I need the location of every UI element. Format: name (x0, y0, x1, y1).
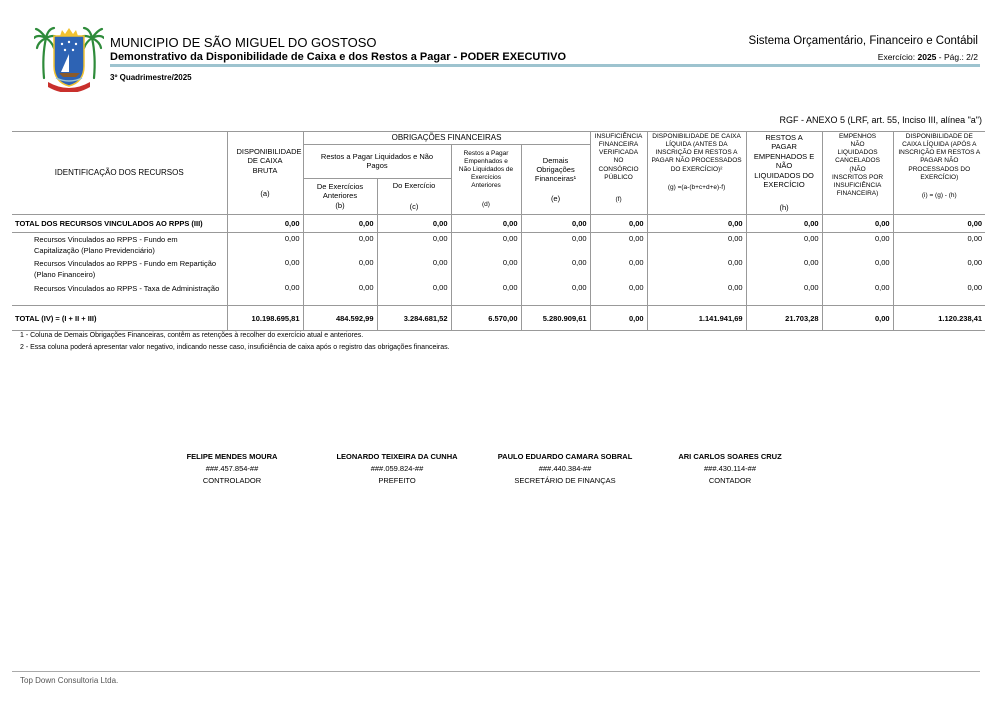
header-col-canceled: EMPENHOS NÃO LIQUIDADOS CANCELADOS (NÃO INSCRITOS POR INSUFICIÊNCIA FINANCEIRA) (822, 132, 893, 215)
header-col-a: DISPONIBILIDADE DE CAIXA BRUTA (a) (227, 132, 303, 215)
cell-value: 0,00 (451, 232, 521, 257)
footnotes (20, 330, 450, 354)
cell-value: 0,00 (227, 257, 303, 282)
table-row (12, 282, 985, 306)
report-title: Demonstrativo da Disponibilidade de Caixa e dos Restos a Pagar - PODER EXECUTIVO (110, 51, 567, 63)
row-label: TOTAL DOS RECURSOS VINCULADOS AO RPPS (III) (15, 218, 203, 228)
system-name: Sistema Orçamentário, Financeiro e Contábil (748, 35, 978, 47)
signature-role: PREFEITO (378, 476, 416, 485)
exercise-label: Exercício: (877, 52, 916, 62)
cash-availability-table (12, 131, 985, 331)
signature-doc: ###.457.854-## (205, 464, 259, 473)
header-col-h: RESTOS A PAGAR EMPENHADOS E NÃO LIQUIDADOS DO EXERCÍCIO (h) (746, 132, 822, 215)
footnote-2: 2 - Essa coluna poderá apresentar valor negativo, indicando nesse caso, insuficiência de caixa após o registro das obrigações financeiras. (20, 344, 450, 351)
signature-name: LEONARDO TEIXEIRA DA CUNHA (336, 452, 458, 461)
cell-value: 0,00 (590, 214, 647, 232)
row-label: Recursos Vinculados ao RPPS - Taxa de Administração (34, 283, 220, 293)
cell-value: 0,00 (647, 282, 746, 306)
cell-value: 0,00 (647, 257, 746, 282)
cell-value: 0,00 (647, 214, 746, 232)
municipal-crest-icon (34, 26, 104, 92)
cell-value: 0,00 (377, 214, 451, 232)
header-financial-obligations: OBRIGAÇÕES FINANCEIRAS (303, 132, 590, 145)
cell-value: 0,00 (521, 232, 590, 257)
cell-value: 0,00 (590, 306, 647, 331)
cell-value: 0,00 (303, 282, 377, 306)
row-label: Recursos Vinculados ao RPPS - Fundo em Repartição (Plano Financeiro) (34, 259, 217, 280)
table-row (12, 232, 985, 257)
header-col-c: Do Exercício (c) (377, 178, 451, 214)
signature-doc: ###.440.384-## (538, 464, 592, 473)
row-label: TOTAL (IV) = (I + II + III) (15, 313, 97, 323)
cell-value: 0,00 (303, 257, 377, 282)
cell-value: 0,00 (746, 282, 822, 306)
header-col-e: Demais Obrigações Financeiras¹ (e) (521, 145, 590, 215)
signature-role: CONTADOR (708, 476, 752, 485)
header-rp-liquidated: Restos a Pagar Liquidados e Não Pagos (303, 145, 451, 179)
page-indicator: - Pág.: 2/2 (938, 52, 978, 62)
cell-value: 0,00 (303, 214, 377, 232)
cell-value: 0,00 (590, 282, 647, 306)
footnote-1: 1 - Coluna de Demais Obrigações Financeiras, contêm as retenções à recolher do exercício atual e anteriores. (20, 332, 364, 339)
cell-value: 0,00 (822, 257, 893, 282)
cell-value: 3.284.681,52 (377, 306, 451, 331)
cell-value: 0,00 (590, 232, 647, 257)
cell-value: 0,00 (822, 282, 893, 306)
cell-value: 1.141.941,69 (647, 306, 746, 331)
signature-name: FELIPE MENDES MOURA (186, 452, 278, 461)
cell-value: 0,00 (303, 232, 377, 257)
cell-value: 0,00 (521, 282, 590, 306)
exercise-info (878, 52, 978, 62)
signature-finance-secretary (480, 451, 650, 487)
table-row (12, 214, 985, 232)
cell-value: 0,00 (746, 232, 822, 257)
table-row (12, 257, 985, 282)
municipality-name: MUNICIPIO DE SÃO MIGUEL DO GOSTOSO (110, 35, 377, 50)
cell-value: 0,00 (377, 257, 451, 282)
table-row (12, 306, 985, 331)
row-label: Recursos Vinculados ao RPPS - Fundo em Capitalização (Plano Previdenciário) (34, 234, 178, 255)
cell-value: 0,00 (521, 257, 590, 282)
header-col-g: DISPONIBILIDADE DE CAIXA LÍQUIDA (ANTES DA INSCRIÇÃO EM RESTOS A PAGAR NÃO PROCESSADOS DO EXERCÍCIO)² (g) =(a-(b+c+d+e)-f) (647, 132, 746, 215)
cell-value: 0,00 (227, 232, 303, 257)
cell-value: 0,00 (521, 214, 590, 232)
cell-value: 0,00 (893, 232, 985, 257)
signature-accountant (645, 451, 815, 487)
period-label: 3º Quadrimestre/2025 (110, 73, 192, 82)
cell-value: 0,00 (377, 232, 451, 257)
cell-value: 484.592,99 (303, 306, 377, 331)
cell-value: 0,00 (377, 282, 451, 306)
cell-value: 0,00 (227, 214, 303, 232)
cell-value: 0,00 (451, 214, 521, 232)
cell-value: 21.703,28 (746, 306, 822, 331)
cell-value: 0,00 (822, 232, 893, 257)
annex-reference: RGF - ANEXO 5 (LRF, art. 55, Inciso III, alínea "a") (779, 115, 982, 125)
header-resource-id: IDENTIFICAÇÃO DOS RECURSOS (54, 167, 184, 177)
cell-value: 0,00 (451, 282, 521, 306)
cell-value: 0,00 (893, 214, 985, 232)
cell-value: 0,00 (746, 214, 822, 232)
signature-role: CONTROLADOR (202, 476, 262, 485)
footer-company: Top Down Consultoria Ltda. (20, 676, 119, 685)
footer-divider (12, 671, 980, 672)
cell-value: 0,00 (451, 257, 521, 282)
exercise-year: 2025 (917, 52, 937, 62)
signature-mayor (312, 451, 482, 487)
header-col-f: INSUFICIÊNCIA FINANCEIRA VERIFICADA NO CONSÓRCIO PÚBLICO (f) (590, 132, 647, 215)
signature-name: ARI CARLOS SOARES CRUZ (678, 452, 782, 461)
cell-value: 0,00 (893, 257, 985, 282)
header-accent-bar (110, 64, 980, 67)
header-col-d: Restos a Pagar Empenhados e Não Liquidados de Exercícios Anteriores (d) (451, 145, 521, 215)
signature-controller (147, 451, 317, 487)
signature-role: SECRETÁRIO DE FINANÇAS (514, 476, 616, 485)
cell-value: 0,00 (822, 214, 893, 232)
cell-value: 0,00 (822, 306, 893, 331)
cell-value: 0,00 (893, 282, 985, 306)
cell-value: 5.280.909,61 (521, 306, 590, 331)
cell-value: 0,00 (590, 257, 647, 282)
signature-doc: ###.430.114-## (704, 464, 756, 473)
signature-name: PAULO EDUARDO CAMARA SOBRAL (497, 452, 633, 461)
signature-doc: ###.059.824-## (370, 464, 424, 473)
header-col-b: De Exercícios Anteriores (b) (303, 178, 377, 214)
cell-value: 0,00 (227, 282, 303, 306)
cell-value: 0,00 (647, 232, 746, 257)
cell-value: 0,00 (746, 257, 822, 282)
cell-value: 1.120.238,41 (893, 306, 985, 331)
cell-value: 10.198.695,81 (227, 306, 303, 331)
header-col-i: DISPONIBILIDADE DE CAIXA LÍQUIDA (APÓS A INSCRIÇÃO EM RESTOS A PAGAR NÃO PROCESSADOS DO EXERCÍCIO) (i) = (g) - (h) (893, 132, 985, 215)
cell-value: 6.570,00 (451, 306, 521, 331)
